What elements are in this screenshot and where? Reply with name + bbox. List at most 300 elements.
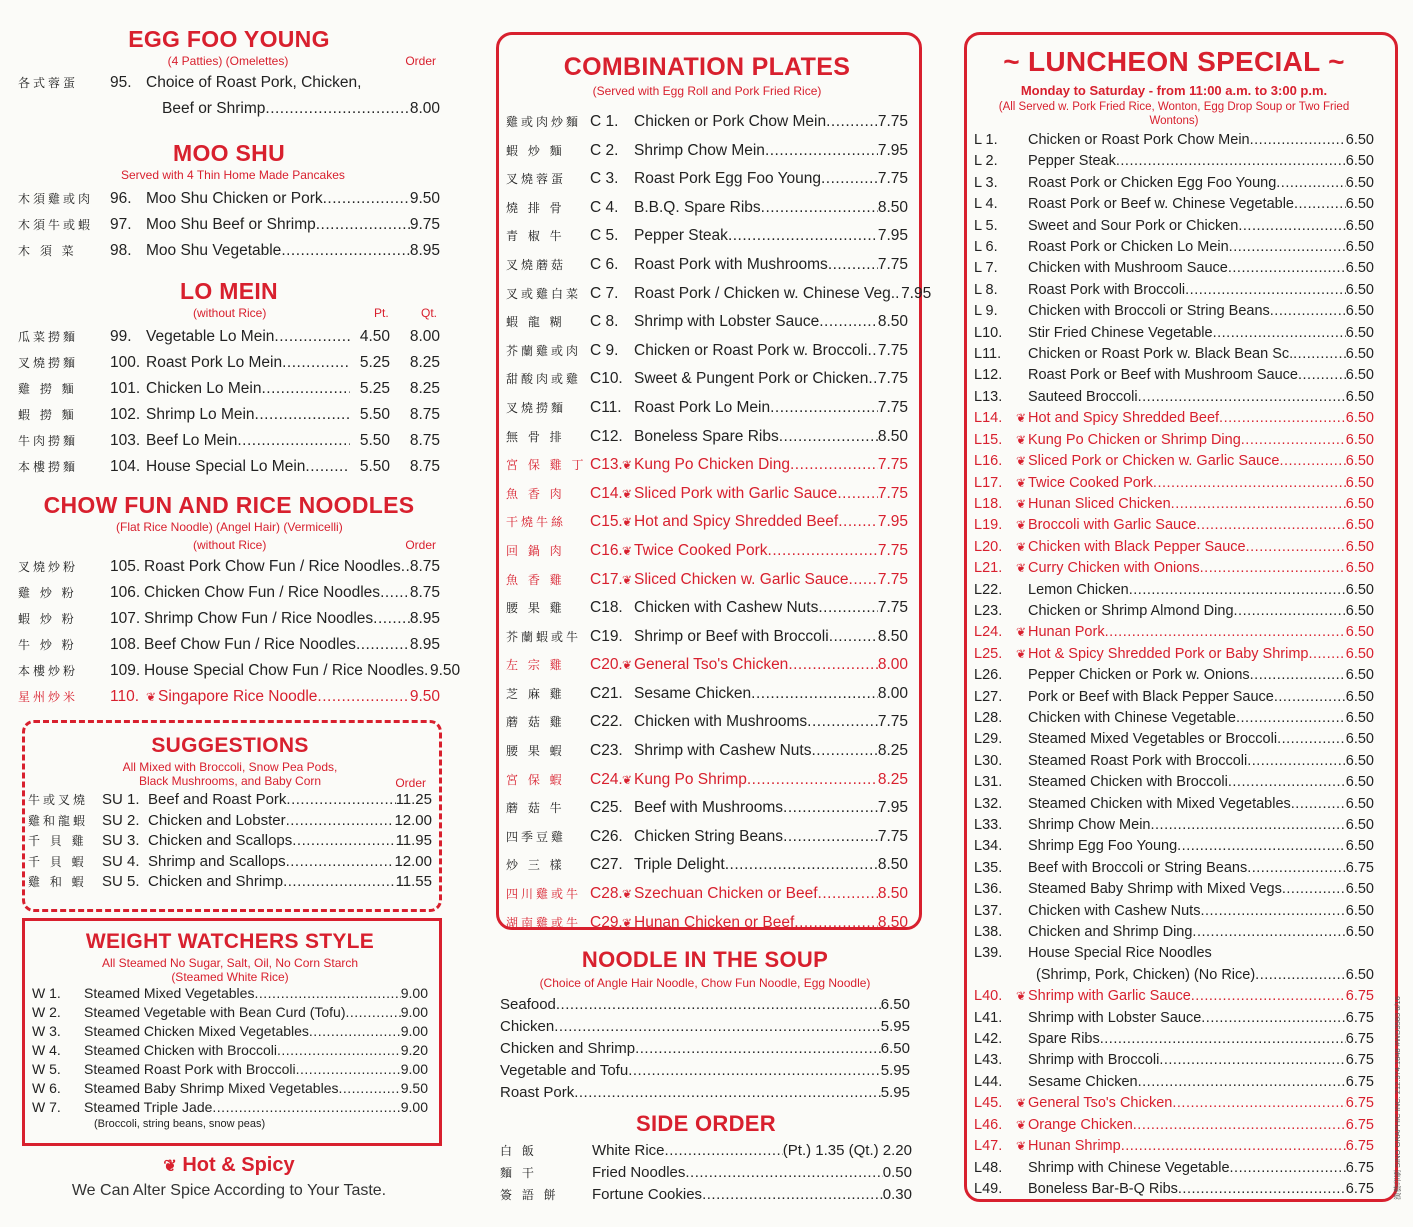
item-price: 6.50 [1345,453,1374,470]
item-price: 12.00 [394,852,432,870]
item-name: Chicken with Cashew Nuts [1028,902,1201,919]
section-title: WEIGHT WATCHERS STYLE [85,930,375,953]
menu-item [974,729,1374,750]
item-number: L38. [974,924,1003,941]
menu-item [506,451,908,480]
leader-dots [1291,794,1346,815]
chinese-name: 炒 三 樣 [506,858,565,873]
menu-item [28,790,432,811]
item-number: 104. [110,458,141,475]
menu-item [18,606,440,632]
item-number: L26. [974,667,1003,684]
item-name: Moo Shu Beef or Shrimp [146,216,316,233]
menu-item [974,323,1374,344]
item-price: 6.50 [1345,924,1374,941]
menu-item [506,537,908,566]
item-price: 7.75 [877,113,908,130]
chinese-name: 青 椒 牛 [506,229,565,244]
item-number: C 9. [590,341,619,359]
menu-item [974,408,1374,429]
item-price: 6.50 [1345,196,1374,213]
menu-item [974,473,1374,494]
leader-dots [1230,1158,1346,1179]
item-name: Shrimp or Beef with Broccoli [634,627,829,645]
item-number: L42. [974,1031,1003,1048]
menu-item [974,943,1374,964]
item-number: L24. [974,624,1003,641]
menu-item [506,880,908,909]
item-number: 106. [110,584,141,601]
leader-dots [323,186,410,211]
item-name: Beef or Shrimp [162,100,266,117]
leader-dots [1153,473,1346,494]
leader-dots [286,852,395,873]
leader-dots [286,790,395,811]
menu-item [974,365,1374,386]
pepper-icon: ❦ [621,486,633,501]
item-name: Steamed Chicken with Mixed Vegetables [1028,795,1291,812]
menu-item [28,831,432,852]
item-price: 7.75 [877,456,908,474]
pint-price: 5.25 [359,354,390,371]
item-name: Sliced Chicken w. Garlic Sauce [634,570,849,588]
item-name: Fortune Cookies [592,1186,703,1203]
pepper-icon: ❦ [163,1158,177,1175]
item-number: L30. [974,752,1003,769]
chinese-name: 蝦 撈 麵 [18,408,77,422]
item-name: Shrimp with Garlic Sauce [1028,988,1191,1005]
item-name: Steamed Roast Pork with Broccoli [1028,752,1248,769]
item-name: Pepper Steak [634,227,728,245]
item-number: L46. [974,1116,1003,1133]
leader-dots [685,1162,882,1184]
section-title: EGG FOO YOUNG [128,26,330,52]
pt-label: Pt. [374,306,389,320]
item-number: L 5. [974,217,998,234]
leader-dots [794,909,878,937]
item-name: Chicken with Cashew Nuts [634,599,819,617]
item-price: 7.95 [877,141,908,159]
leader-dots [274,324,350,349]
section-subtitle: Served with 4 Thin Home Made Pancakes [121,168,345,182]
qt-label: Qt. [421,306,438,320]
chinese-name: 本樓撈麵 [18,460,79,474]
item-name: Shrimp Egg Foo Young [1028,838,1178,855]
item-number: L14. [974,410,1003,427]
menu-item [974,173,1374,194]
pint-price: 5.50 [359,432,390,449]
item-number: 110. [110,688,140,705]
menu-item [506,108,908,137]
item-price: 6.50 [1345,388,1374,405]
weight-watchers-section [32,928,428,1131]
item-name: Shrimp Chow Mein [634,141,765,159]
item-name: Seafood [500,996,556,1013]
menu-item [18,658,461,684]
menu-item [28,872,432,893]
item-number: C 6. [590,255,619,273]
chinese-name: 蝦 炒 粉 [18,612,77,626]
item-number: L13. [974,388,1003,405]
item-price: 11.55 [395,873,432,890]
item-name: Steamed Triple Jade [84,1099,213,1115]
moo-shu-section [18,138,440,264]
leader-dots [725,851,878,879]
item-number: 95. [110,74,132,91]
section-subtitle: All Mixed with Broccoli, Snow Pea Pods, [122,760,338,774]
leader-dots [380,580,410,605]
leader-dots [296,1060,401,1079]
item-name: Hunan Shrimp [1028,1138,1121,1155]
section-subtitle: (without Rice) [193,306,267,320]
leader-dots [554,1016,881,1038]
leader-dots [747,766,878,794]
item-number: L37. [974,902,1003,919]
chinese-name: 叉或雞白菜 [506,286,582,301]
quart-price: 8.25 [409,354,440,371]
menu-item [500,1184,912,1206]
chinese-name: 牛或叉燒 [28,793,89,807]
item-name: Beef Lo Mein [146,432,238,449]
leader-dots [309,1022,401,1041]
leader-dots [1151,815,1346,836]
item-number: L27. [974,688,1003,705]
item-name: Shrimp Chow Fun / Rice Noodles [144,610,374,627]
item-number: L43. [974,1052,1003,1069]
item-name: Steamed Baby Shrimp Mixed Vegetables [84,1080,339,1096]
item-number: W 1. [32,985,61,1001]
item-name: Pork or Beef with Black Pepper Sauce [1028,688,1274,705]
menu-item [32,1041,428,1060]
spice-note: We Can Alter Spice According to Your Taste. [71,1182,387,1199]
leader-dots [1247,858,1346,879]
item-number: 108. [110,636,141,653]
leader-dots [338,1079,400,1098]
leader-dots [635,1038,881,1060]
leader-dots [1159,1050,1345,1071]
item-number: L21. [974,560,1003,577]
item-number: L31. [974,774,1003,791]
item-name: Chicken with Mushroom Sauce [1028,260,1228,277]
item-price: 7.75 [877,541,908,559]
menu-item [500,1060,910,1082]
item-number: L18. [974,495,1003,512]
leader-dots [317,684,409,709]
item-number: L23. [974,602,1003,619]
item-price: 6.50 [1345,517,1374,534]
item-name: Moo Shu Chicken or Pork [146,190,323,207]
pepper-icon: ❦ [1015,496,1027,511]
leader-dots [1133,1115,1346,1136]
chinese-name: 雞或肉炒麵 [506,115,582,129]
chinese-name: 本樓炒粉 [18,664,79,678]
item-name: Hot and Spicy Shredded Beef [634,513,839,531]
menu-item [32,1003,428,1022]
leader-dots [1105,622,1346,643]
menu-item [974,1008,1374,1029]
item-number: L32. [974,795,1003,812]
menu-item [506,365,908,394]
item-number: C13. [590,456,623,474]
leader-dots [1276,173,1346,194]
item-price: 9.00 [400,1061,428,1077]
item-name: Kung Po Chicken Ding [634,456,790,474]
menu-item [974,451,1374,472]
menu-item [32,1060,428,1079]
menu-item [506,337,908,366]
chinese-name: 牛肉撈麵 [18,434,79,448]
leader-dots [790,451,878,479]
chinese-name: 腰 果 蝦 [506,744,565,759]
item-number: C 8. [590,313,619,331]
leader-dots [1196,515,1345,536]
menu-item [974,344,1374,365]
item-number: C25. [590,799,623,817]
item-name: Szechuan Chicken or Beef [634,885,818,903]
item-price: 8.50 [877,856,908,874]
item-name: General Tso's Chicken [634,656,789,674]
leader-dots [1247,751,1346,772]
item-name: White Rice [592,1142,665,1159]
item-price: 6.75 [1345,859,1374,876]
item-price: 6.50 [1345,474,1374,491]
item-price: 8.50 [877,427,908,445]
item-price: 6.50 [1345,367,1374,384]
chinese-name: 叉燒撈麵 [506,400,567,415]
item-price: 6.50 [1345,324,1374,341]
item-name: Boneless Spare Ribs [634,427,779,445]
menu-item [974,665,1374,686]
item-name: Shrimp with Cashew Nuts [634,742,812,760]
item-price: 6.50 [1345,774,1374,791]
leader-dots [1293,344,1346,365]
item-name: Spare Ribs [1028,1031,1100,1048]
item-price: 9.00 [400,1004,428,1020]
item-name: Twice Cooked Pork [1028,474,1153,491]
menu-item [974,387,1374,408]
item-name: Shrimp Lo Mein [146,406,255,423]
menu-item [506,623,908,652]
item-number: L41. [974,1009,1003,1026]
chinese-name: 腰 果 雞 [506,601,565,616]
chinese-name: 四川雞或牛 [506,887,582,902]
item-number: L25. [974,645,1003,662]
item-number: L48. [974,1159,1003,1176]
leader-dots [628,1060,881,1082]
chinese-name: 魚 香 肉 [506,486,565,501]
item-name: Roast Pork with Broccoli [1028,281,1186,298]
chinese-name: 千 貝 蝦 [28,854,87,869]
item-price: 7.75 [877,170,908,188]
item-price: 6.50 [1345,495,1374,512]
leader-dots [1192,922,1345,943]
menu-item [18,212,440,238]
item-price: 8.00 [409,100,440,117]
item-price: 6.50 [1345,709,1374,726]
item-name: Roast Pork or Beef w. Chinese Vegetable [1028,196,1294,213]
item-name: Sweet and Sour Pork or Chicken [1028,217,1239,234]
item-price: 9.50 [409,688,440,705]
item-number: SU 4. [102,852,140,870]
item-price: 9.00 [400,1099,428,1115]
hot-spicy-legend [18,1152,440,1202]
item-number: W 7. [32,1099,61,1115]
item-name: Steamed Mixed Vegetables [84,985,255,1001]
item-name: Shrimp with Broccoli [1028,1052,1160,1069]
menu-item [506,680,908,709]
leader-dots [1185,280,1346,301]
item-number: 98. [110,242,132,259]
item-name: Lemon Chicken [1028,581,1129,598]
item-price: 6.50 [1345,217,1374,234]
item-name: House Special Chow Fun / Rice Noodles [144,662,424,679]
item-name: Roast Pork with Mushrooms [634,255,828,273]
leader-dots [1255,965,1346,986]
menu-item [974,1115,1374,1136]
menu-item [974,858,1374,879]
item-price: 0.30 [882,1186,912,1203]
menu-item [974,601,1374,622]
item-name: Chicken with Black Pepper Sauce [1028,538,1246,555]
item-price: 9.50 [400,1080,428,1096]
item-name: Roast Pork [500,1084,575,1101]
menu-item [506,480,908,509]
menu-item [28,811,432,832]
menu-item [974,1050,1374,1071]
menu-item [974,558,1374,579]
combination-section [506,50,932,937]
leader-dots [254,984,400,1003]
item-price: 7.75 [877,599,908,617]
menu-item [974,922,1374,943]
pint-price: 5.50 [359,458,390,475]
pint-price: 4.50 [359,328,390,345]
menu-item [500,1162,912,1184]
item-number: C22. [590,713,623,731]
leader-dots [818,880,878,908]
leader-dots [282,350,350,375]
menu-item [18,350,440,376]
leader-dots [277,1041,401,1060]
leader-dots [356,632,410,657]
item-number: 96. [110,190,132,207]
leader-dots [1294,194,1346,215]
chinese-name: 四季豆雞 [506,829,567,844]
item-number: C23. [590,742,623,760]
item-number: L 8. [974,281,998,298]
item-number: L20. [974,538,1003,555]
item-number: C16. [590,541,623,559]
item-price: 7.95 [877,513,908,531]
item-name: Chicken with Chinese Vegetable [1028,709,1236,726]
chinese-name: 蘑 菇 牛 [506,801,565,816]
item-name: Singapore Rice Noodle [158,688,318,705]
leader-dots [574,1082,881,1104]
menu-item [18,632,440,658]
item-name: Kung Po Chicken or Shrimp Ding [1028,431,1241,448]
quart-price: 8.75 [409,406,440,423]
leader-dots [1298,365,1346,386]
item-name: Sliced Pork with Garlic Sauce [634,484,838,502]
leader-dots [212,1098,400,1117]
item-price: 8.50 [877,627,908,645]
item-price: 5.95 [880,1018,910,1035]
menu-item [506,794,908,823]
item-number: L 9. [974,303,998,320]
menu-item [506,708,908,737]
leader-dots [1228,772,1346,793]
pepper-icon: ❦ [621,658,633,673]
item-price: 6.75 [1345,1052,1374,1069]
menu-item [506,594,908,623]
menu-item [506,165,908,194]
item-name: Shrimp with Lobster Sauce [634,313,820,331]
item-name: Chicken or Shrimp Almond Ding [1028,602,1234,619]
item-number: SU 3. [102,832,140,849]
leader-dots [807,708,878,736]
leader-dots [1171,494,1346,515]
item-number: C12. [590,427,623,445]
menu-item [18,376,440,402]
pepper-icon: ❦ [621,915,633,930]
menu-item [974,151,1374,172]
leader-dots [283,872,395,893]
leader-dots [779,423,878,451]
menu-item [18,428,440,454]
item-name: Kung Po Shrimp [634,770,747,788]
item-name: Chicken or Roast Pork w. Broccoli [634,341,868,359]
chinese-name: 叉燒蘑菇 [506,257,567,272]
item-number: L 6. [974,239,998,256]
section-subtitle-2: Black Mushrooms, and Baby Corn [138,774,322,788]
item-number: L33. [974,817,1003,833]
leader-dots [1191,986,1346,1007]
item-name: Hunan Pork [1028,624,1105,641]
item-number: C27. [590,856,623,874]
section-title: MOO SHU [173,140,285,166]
item-price: 0.50 [882,1164,912,1181]
pepper-icon: ❦ [621,458,633,473]
item-price: 6.50 [1345,602,1374,619]
item-name: Sauteed Broccoli [1028,388,1138,405]
item-number: 97. [110,216,132,233]
leader-dots [1246,537,1346,558]
section-subtitle-2: (All Served w. Pork Fried Rice, Wonton, Egg Drop Soup or Two Fried Wontons) [998,101,1350,127]
item-price: 8.95 [409,610,440,627]
item-price: 9.00 [400,985,428,1001]
item-price: 8.95 [409,636,440,653]
item-price: 11.25 [395,791,432,808]
leader-dots [728,222,878,250]
leader-dots [1282,879,1346,900]
leader-dots [765,137,878,165]
item-name: Shrimp Chow Mein [1028,817,1151,833]
item-name: Chicken or Roast Pork w. Black Bean Sc. [1028,346,1294,363]
chinese-name: 雞 炒 粉 [18,586,77,600]
item-number: L35. [974,859,1003,876]
item-price: 9.50 [430,662,461,679]
section-subtitle-2: (without Rice) [193,538,267,552]
leader-dots [819,308,878,336]
item-price: 6.50 [1345,281,1374,298]
pepper-icon: ❦ [1015,411,1027,426]
leader-dots [1228,258,1346,279]
chinese-name: 左 宗 雞 [506,658,565,673]
item-name: Hot & Spicy Shredded Pork or Baby Shrimp [1028,645,1309,662]
item-number: 100. [110,354,141,371]
menu-item [974,644,1374,665]
menu-item [32,1079,428,1098]
